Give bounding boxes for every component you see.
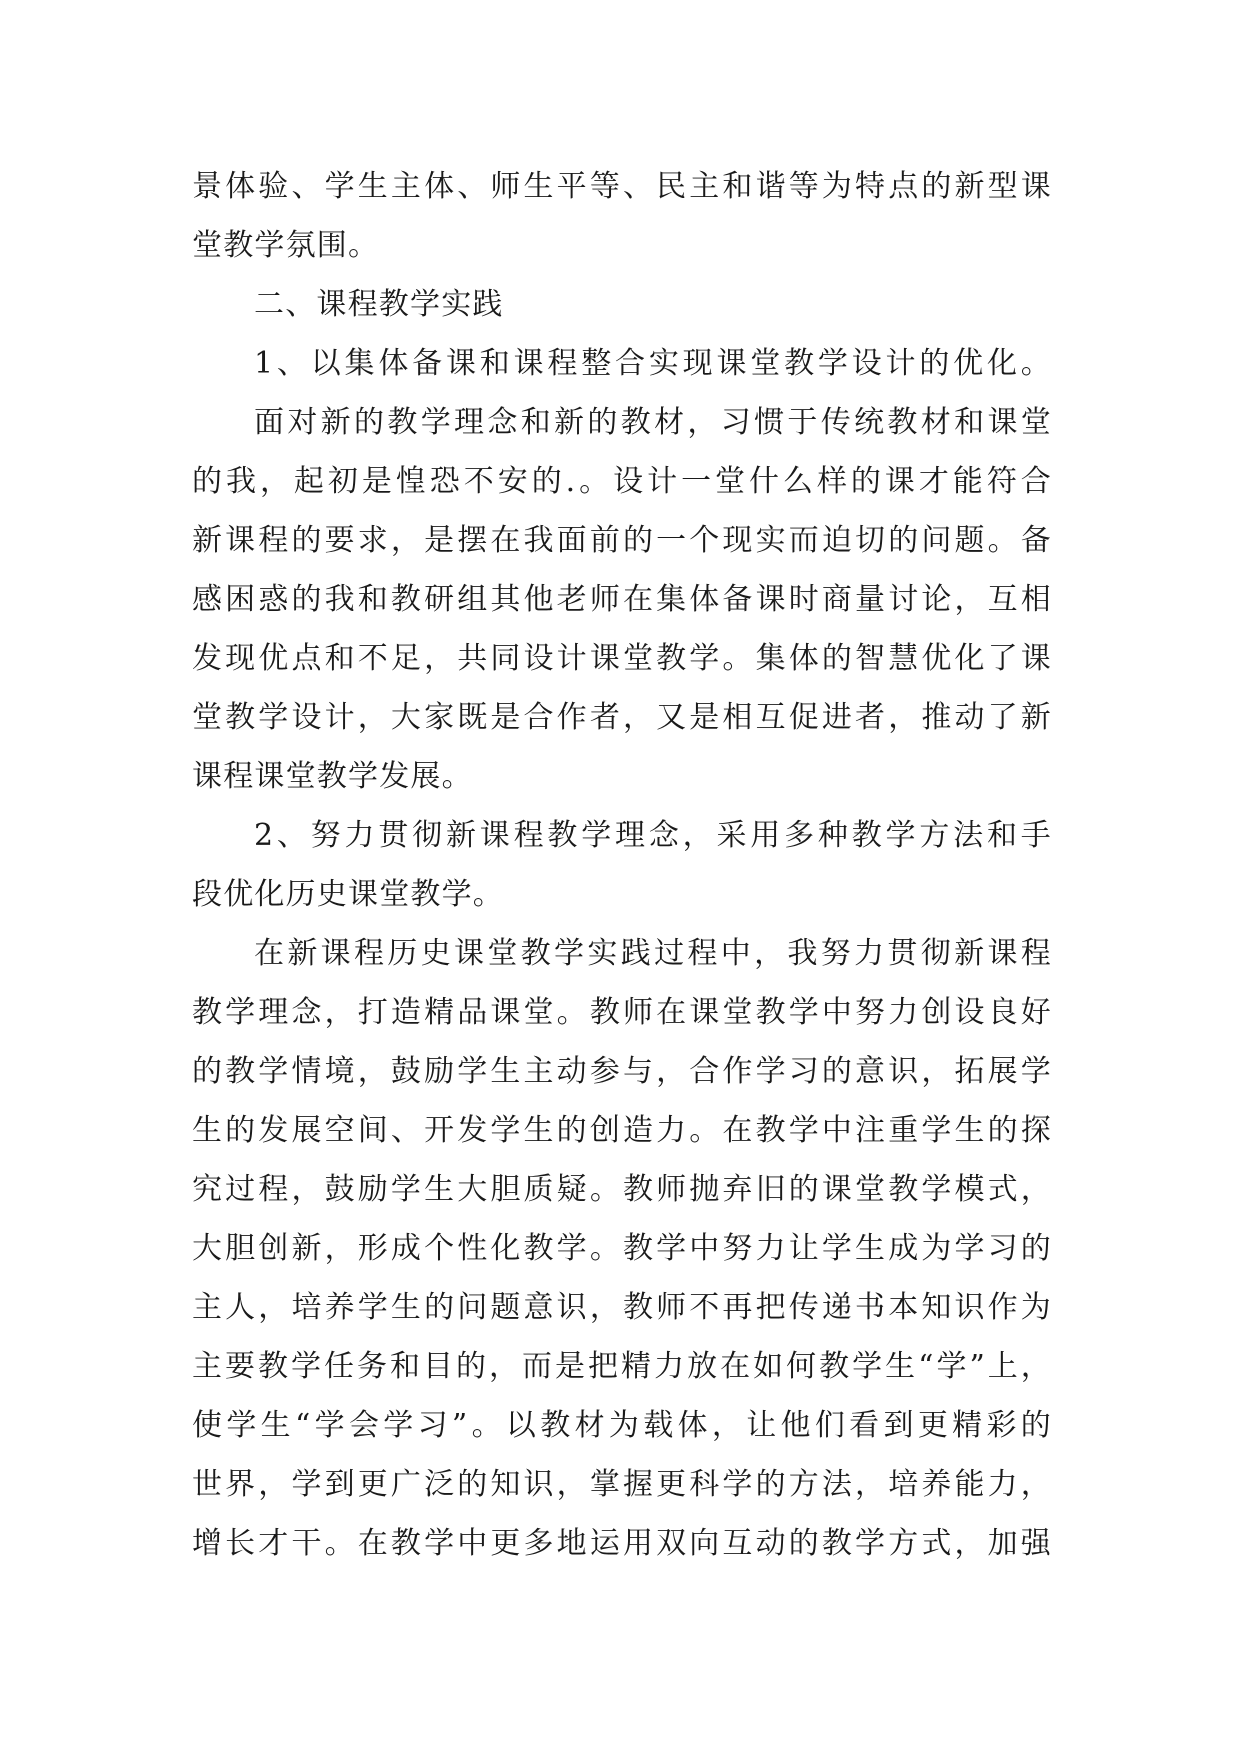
text-line: 感困惑的我和教研组其他老师在集体备课时商量讨论，互相 [192,582,1052,617]
text-line: 的教学情境，鼓励学生主动参与，合作学习的意识，拓展学 [192,1054,1052,1089]
text-line: 主要教学任务和目的，而是把精力放在如何教学生“学”上， [192,1349,1052,1384]
text-line: 面对新的教学理念和新的教材，习惯于传统教材和课堂 [254,405,1052,440]
text-line: 使学生“学会学习”。以教材为载体，让他们看到更精彩的 [192,1408,1052,1443]
text-line: 世界，学到更广泛的知识，掌握更科学的方法，培养能力， [192,1467,1052,1502]
text-line: 段优化历史课堂教学。 [192,877,504,912]
text-line: 在新课程历史课堂教学实践过程中，我努力贯彻新课程 [254,936,1052,971]
text-line: 主人，培养学生的问题意识，教师不再把传递书本知识作为 [192,1290,1052,1325]
text-line: 新课程的要求，是摆在我面前的一个现实而迫切的问题。备 [192,523,1052,558]
text-line: 堂教学氛围。 [192,228,380,263]
subsection-heading: 1、以集体备课和课程整合实现课堂教学设计的优化。 [254,346,1052,381]
text-line: 生的发展空间、开发学生的创造力。在教学中注重学生的探 [192,1113,1052,1148]
text-line: 景体验、学生主体、师生平等、民主和谐等为特点的新型课 [192,169,1052,204]
text-line: 增长才干。在教学中更多地运用双向互动的教学方式，加强 [192,1526,1052,1561]
section-heading: 二、课程教学实践 [254,287,504,322]
text-line: 发现优点和不足，共同设计课堂教学。集体的智慧优化了课 [192,641,1052,676]
text-line: 的我，起初是惶恐不安的.。设计一堂什么样的课才能符合 [192,464,1052,499]
text-line: 堂教学设计，大家既是合作者，又是相互促进者，推动了新 [192,700,1052,735]
text-line: 教学理念，打造精品课堂。教师在课堂教学中努力创设良好 [192,995,1052,1030]
text-line: 究过程，鼓励学生大胆质疑。教师抛弃旧的课堂教学模式， [192,1172,1052,1207]
text-line: 课程课堂教学发展。 [192,759,473,794]
subsection-heading: 2、努力贯彻新课程教学理念，采用多种教学方法和手 [254,818,1052,853]
text-line: 大胆创新，形成个性化教学。教学中努力让学生成为学习的 [192,1231,1052,1266]
